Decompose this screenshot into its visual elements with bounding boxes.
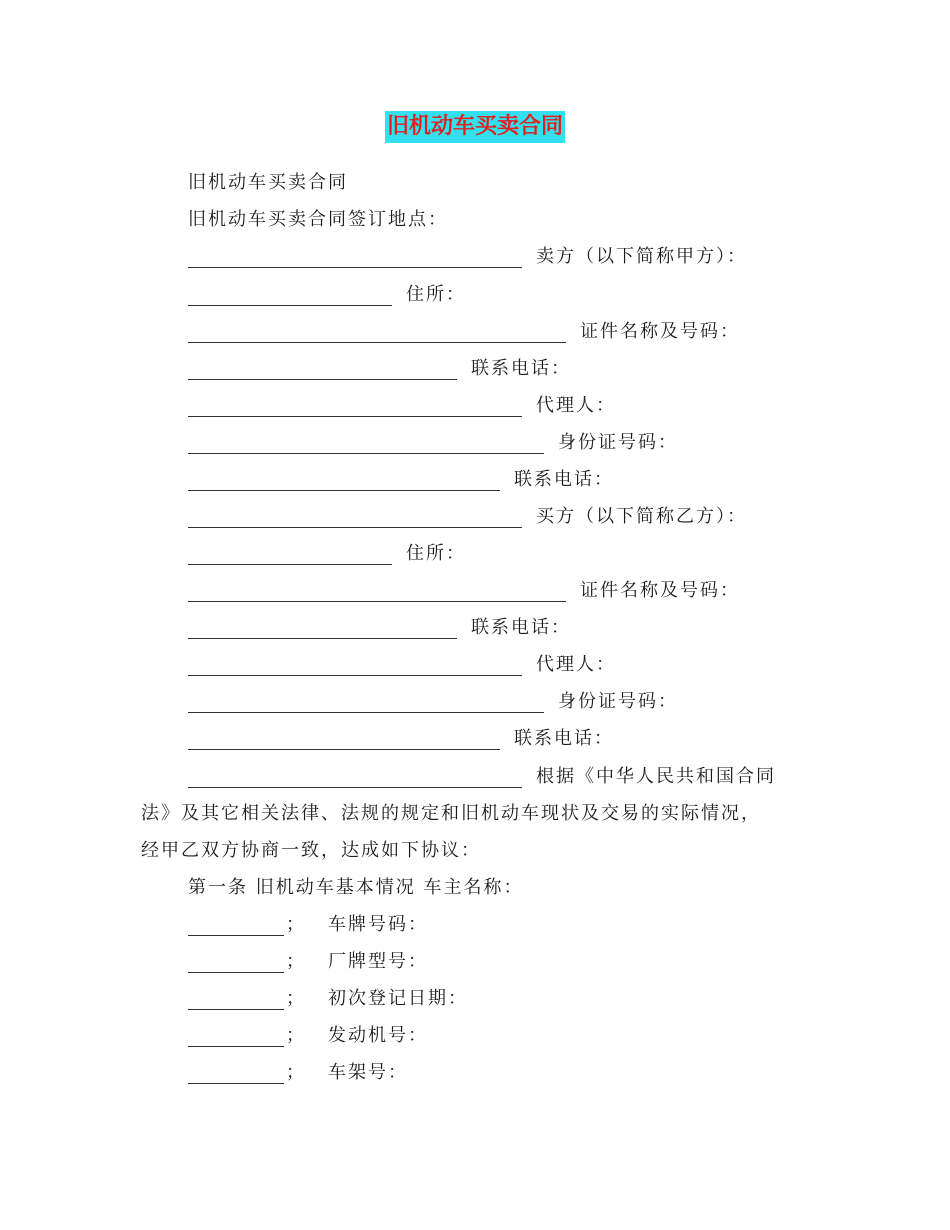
seller-address-row [188,282,466,308]
semicolon: ； [286,951,306,972]
seller-phone-row [188,356,571,382]
plate-number-blank[interactable] [188,954,284,973]
buyer-agent-phone-row [188,726,614,752]
seller-agent-id-row [188,430,678,456]
signing-place-label: 旧机动车买卖合同签订地点： [188,209,448,230]
buyer-id-row [188,578,740,604]
buyer-agent-blank[interactable] [188,657,522,676]
model-row [188,986,468,1012]
basis-text-2: 法》及其它相关法律、法规的规定和旧机动车现状及交易的实际情况， [141,803,761,824]
seller-agent-phone-blank[interactable] [188,472,500,491]
basis-line-3 [141,838,481,864]
buyer-row [188,504,747,530]
plate-number-label: 车牌号码： [328,914,428,935]
buyer-label: 买方（以下简称乙方）： [536,506,747,527]
plate-number-row [188,949,428,975]
buyer-agent-phone-label: 联系电话： [514,728,614,749]
buyer-id-label: 证件名称及号码： [580,580,740,601]
buyer-agent-label: 代理人： [536,654,616,675]
buyer-address-blank[interactable] [188,546,392,565]
seller-address-label: 住所： [406,284,466,305]
seller-phone-blank[interactable] [188,361,457,380]
buyer-phone-row [188,615,571,641]
buyer-name-blank[interactable] [188,509,522,528]
seller-name-blank[interactable] [188,249,522,268]
buyer-agent-row [188,652,616,678]
article1-heading: 第一条 旧机动车基本情况 车主名称： [188,877,524,898]
buyer-phone-blank[interactable] [188,620,457,639]
intro-line-2 [188,207,448,233]
document-title: 旧机动车买卖合同 [385,111,565,143]
owner-name-row [188,912,428,938]
seller-agent-phone-row [188,467,614,493]
semicolon: ； [286,914,306,935]
engine-number-row [188,1060,408,1086]
first-registration-row [188,1023,428,1049]
owner-name-blank[interactable] [188,917,284,936]
seller-agent-id-label: 身份证号码： [558,432,678,453]
frame-number-label: 车架号： [328,1062,408,1083]
article1-heading-row [188,875,523,901]
seller-label: 卖方（以下简称甲方）： [536,246,747,267]
seller-agent-label: 代理人： [536,395,616,416]
engine-number-blank[interactable] [188,1065,284,1084]
buyer-agent-id-blank[interactable] [188,694,544,713]
intro-text-1: 旧机动车买卖合同 [188,172,348,193]
model-blank[interactable] [188,991,284,1010]
basis-text-3: 经甲乙双方协商一致，达成如下协议： [141,840,481,861]
model-label: 厂牌型号： [328,951,428,972]
semicolon: ； [286,1025,306,1046]
first-registration-label: 初次登记日期： [328,988,468,1009]
seller-id-row [188,319,740,345]
buyer-address-label: 住所： [406,543,466,564]
buyer-phone-label: 联系电话： [471,617,571,638]
basis-blank[interactable] [188,769,522,788]
seller-agent-phone-label: 联系电话： [514,469,614,490]
basis-text-1: 根据《中华人民共和国合同 [536,766,776,787]
semicolon: ； [286,988,306,1009]
seller-phone-label: 联系电话： [471,358,571,379]
buyer-address-row [188,541,466,567]
title-container [0,111,950,143]
basis-row [188,764,776,790]
seller-row [188,244,747,270]
semicolon: ； [286,1062,306,1083]
intro-line-1 [188,170,348,196]
buyer-agent-id-row [188,689,678,715]
seller-id-blank[interactable] [188,324,566,343]
buyer-id-blank[interactable] [188,583,566,602]
first-registration-blank[interactable] [188,1028,284,1047]
seller-agent-id-blank[interactable] [188,435,544,454]
buyer-agent-id-label: 身份证号码： [558,691,678,712]
seller-address-blank[interactable] [188,287,392,306]
engine-number-label: 发动机号： [328,1025,428,1046]
buyer-agent-phone-blank[interactable] [188,731,500,750]
seller-agent-row [188,393,616,419]
seller-agent-blank[interactable] [188,398,522,417]
seller-id-label: 证件名称及号码： [580,321,740,342]
basis-line-2 [141,801,761,827]
